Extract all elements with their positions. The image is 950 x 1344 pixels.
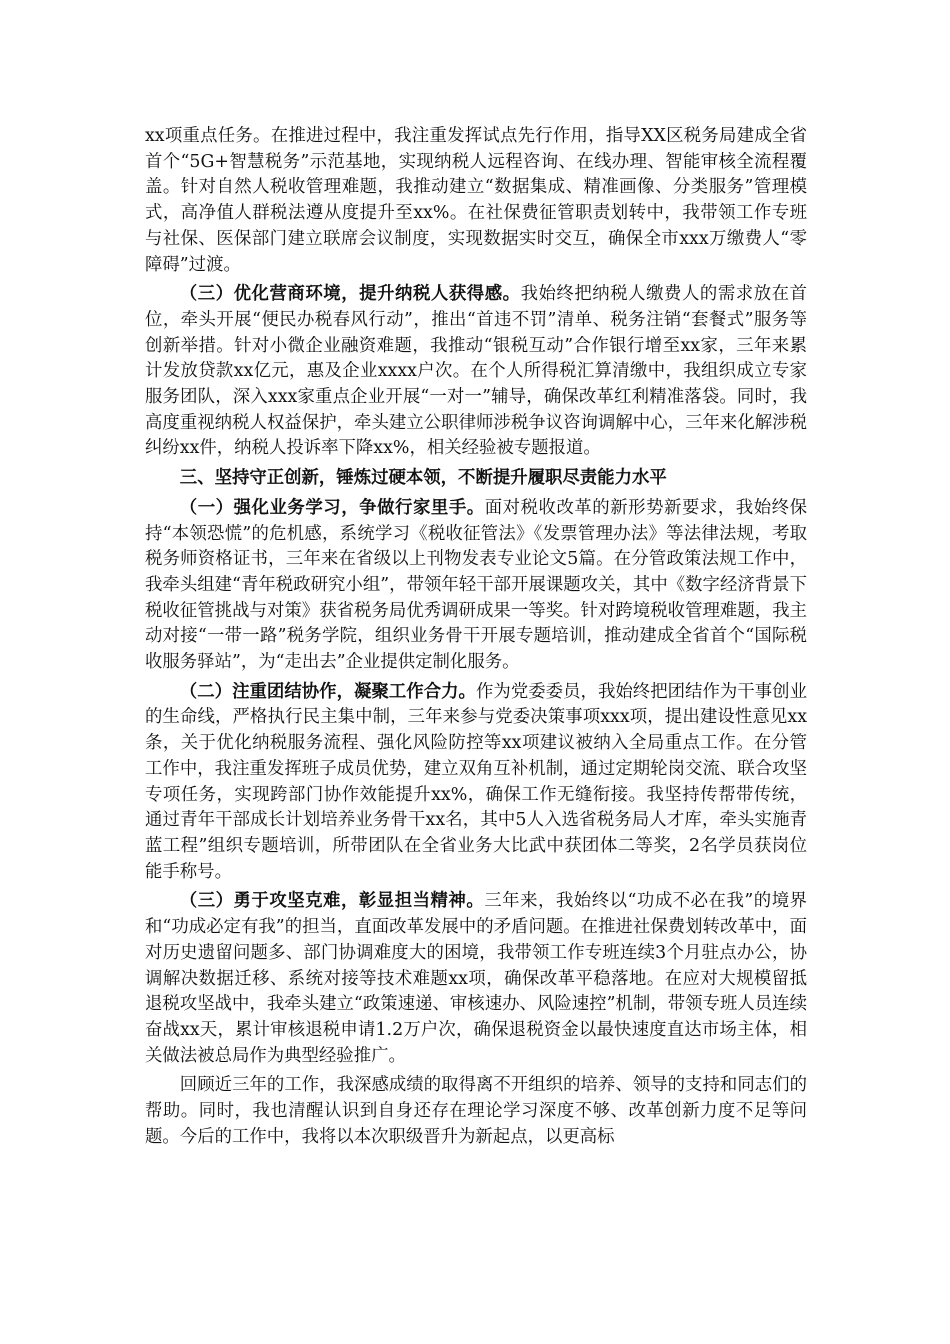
- paragraph-conclusion: 回顾近三年的工作，我深感成绩的取得离不开组织的培养、领导的支持和同志们的帮助。同时，我也清醒认识到自身还存在理论学习深度不够、改革创新力度不足等问题。今后的工作中，我将以本次职级晋升为新起点，以更高标: [145, 1075, 807, 1147]
- section-heading-3: 三、坚持守正创新，锤炼过硬本领，不断提升履职尽责能力水平: [179, 468, 667, 489]
- document-body: [145, 124, 807, 1154]
- paragraph-3-3-lead: （三）勇于攻坚克难，彰显担当精神。: [179, 891, 485, 912]
- paragraph-3-2: （二）注重团结协作，凝聚工作合力。作为党委委员，我始终把团结作为干事创业的生命线，严格执行民主集中制，三年来参与党委决策事项xxx项，提出建设性意见xx条，关于优化纳税服务流程、强化风险防控等xx项建议被纳入全局重点工作。在分管工作中，我注重发挥班子成员优势，建立双角互补机制，通过定期轮岗交流、联合攻坚专项任务，实现跨部门协作效能提升xx%，确保工作无缝衔接。我坚持传帮带传统，通过青年干部成长计划培养业务骨干xx名，其中5人入选省税务局人才库，牵头实施青蓝工程”组织专题培训，所带团队在全省业务大比武中获团体二等奖，2名学员获岗位能手称号。: [145, 681, 807, 882]
- paragraph-3-1-lead: （一）强化业务学习，争做行家里手。: [179, 497, 485, 518]
- paragraph-3-3: （三）勇于攻坚克难，彰显担当精神。三年来，我始终以“功成不必在我”的境界和“功成必定有我”的担当，直面改革发展中的矛盾问题。在推进社保费划转改革中，面对历史遗留问题多、部门协调难度大的困境，我带领工作专班连续3个月驻点办公，协调解决数据迁移、系统对接等技术难题xx项，确保改革平稳落地。在应对大规模留抵退税攻坚战中，我牵头建立“政策速递、审核速办、风险速控”机制，带领专班人员连续奋战xx天，累计审核退税申请1.2万户次，确保退税资金以最快速度直达市场主体，相关做法被总局作为典型经验推广。: [145, 891, 807, 1066]
- paragraph-2-lead: （三）优化营商环境，提升纳税人获得感。: [179, 284, 521, 305]
- paragraph-3-1: （一）强化业务学习，争做行家里手。面对税收改革的新形势新要求，我始终保持“本领恐慌”的危机感，系统学习《税收征管法》《发票管理办法》等法律法规，考取税务师资格证书，三年来在省级以上刊物发表专业论文5篇。在分管政策法规工作中，我牵头组建“青年税政研究小组”，带领年轻干部开展课题攻关，其中《数字经济背景下税收征管挑战与对策》获省税务局优秀调研成果一等奖。针对跨境税收管理难题，我主动对接“一带一路”税务学院，组织业务骨干开展专题培训，推动建成全省首个“国际税收服务驿站”，为“走出去”企业提供定制化服务。: [145, 497, 807, 673]
- paragraph-3-2-lead: （二）注重团结协作，凝聚工作合力。: [179, 681, 476, 702]
- paragraph-1: xx项重点任务。在推进过程中，我注重发挥试点先行作用，指导XX区税务局建成全省首个“5G+智慧税务”示范基地，实现纳税人远程咨询、在线办理、智能审核全流程覆盖。针对自然人税收管理难题，我推动建立“数据集成、精准画像、分类服务”管理模式，高净值人群税法遵从度提升至xx%。在社保费征管职责划转中，我带领工作专班与社保、医保部门建立联席会议制度，实现数据实时交互，确保全市xxx万缴费人“零障碍”过渡。: [145, 126, 807, 275]
- paragraph-2: （三）优化营商环境，提升纳税人获得感。我始终把纳税人缴费人的需求放在首位，牵头开展“便民办税春风行动”，推出“首违不罚”清单、税务注销“套餐式”服务等创新举措。针对小微企业融资难题，我推动“银税互动”合作银行增至xx家，三年来累计发放贷款xx亿元，惠及企业xxxx户次。在个人所得税汇算清缴中，我组织成立专家服务团队，深入xxx家重点企业开展“一对一”辅导，确保改革红利精准落袋。同时，我高度重视纳税人权益保护，牵头建立公职律师涉税争议咨询调解中心，三年来化解涉税纠纷xx件，纳税人投诉率下降xx%，相关经验被专题报道。: [145, 284, 807, 459]
